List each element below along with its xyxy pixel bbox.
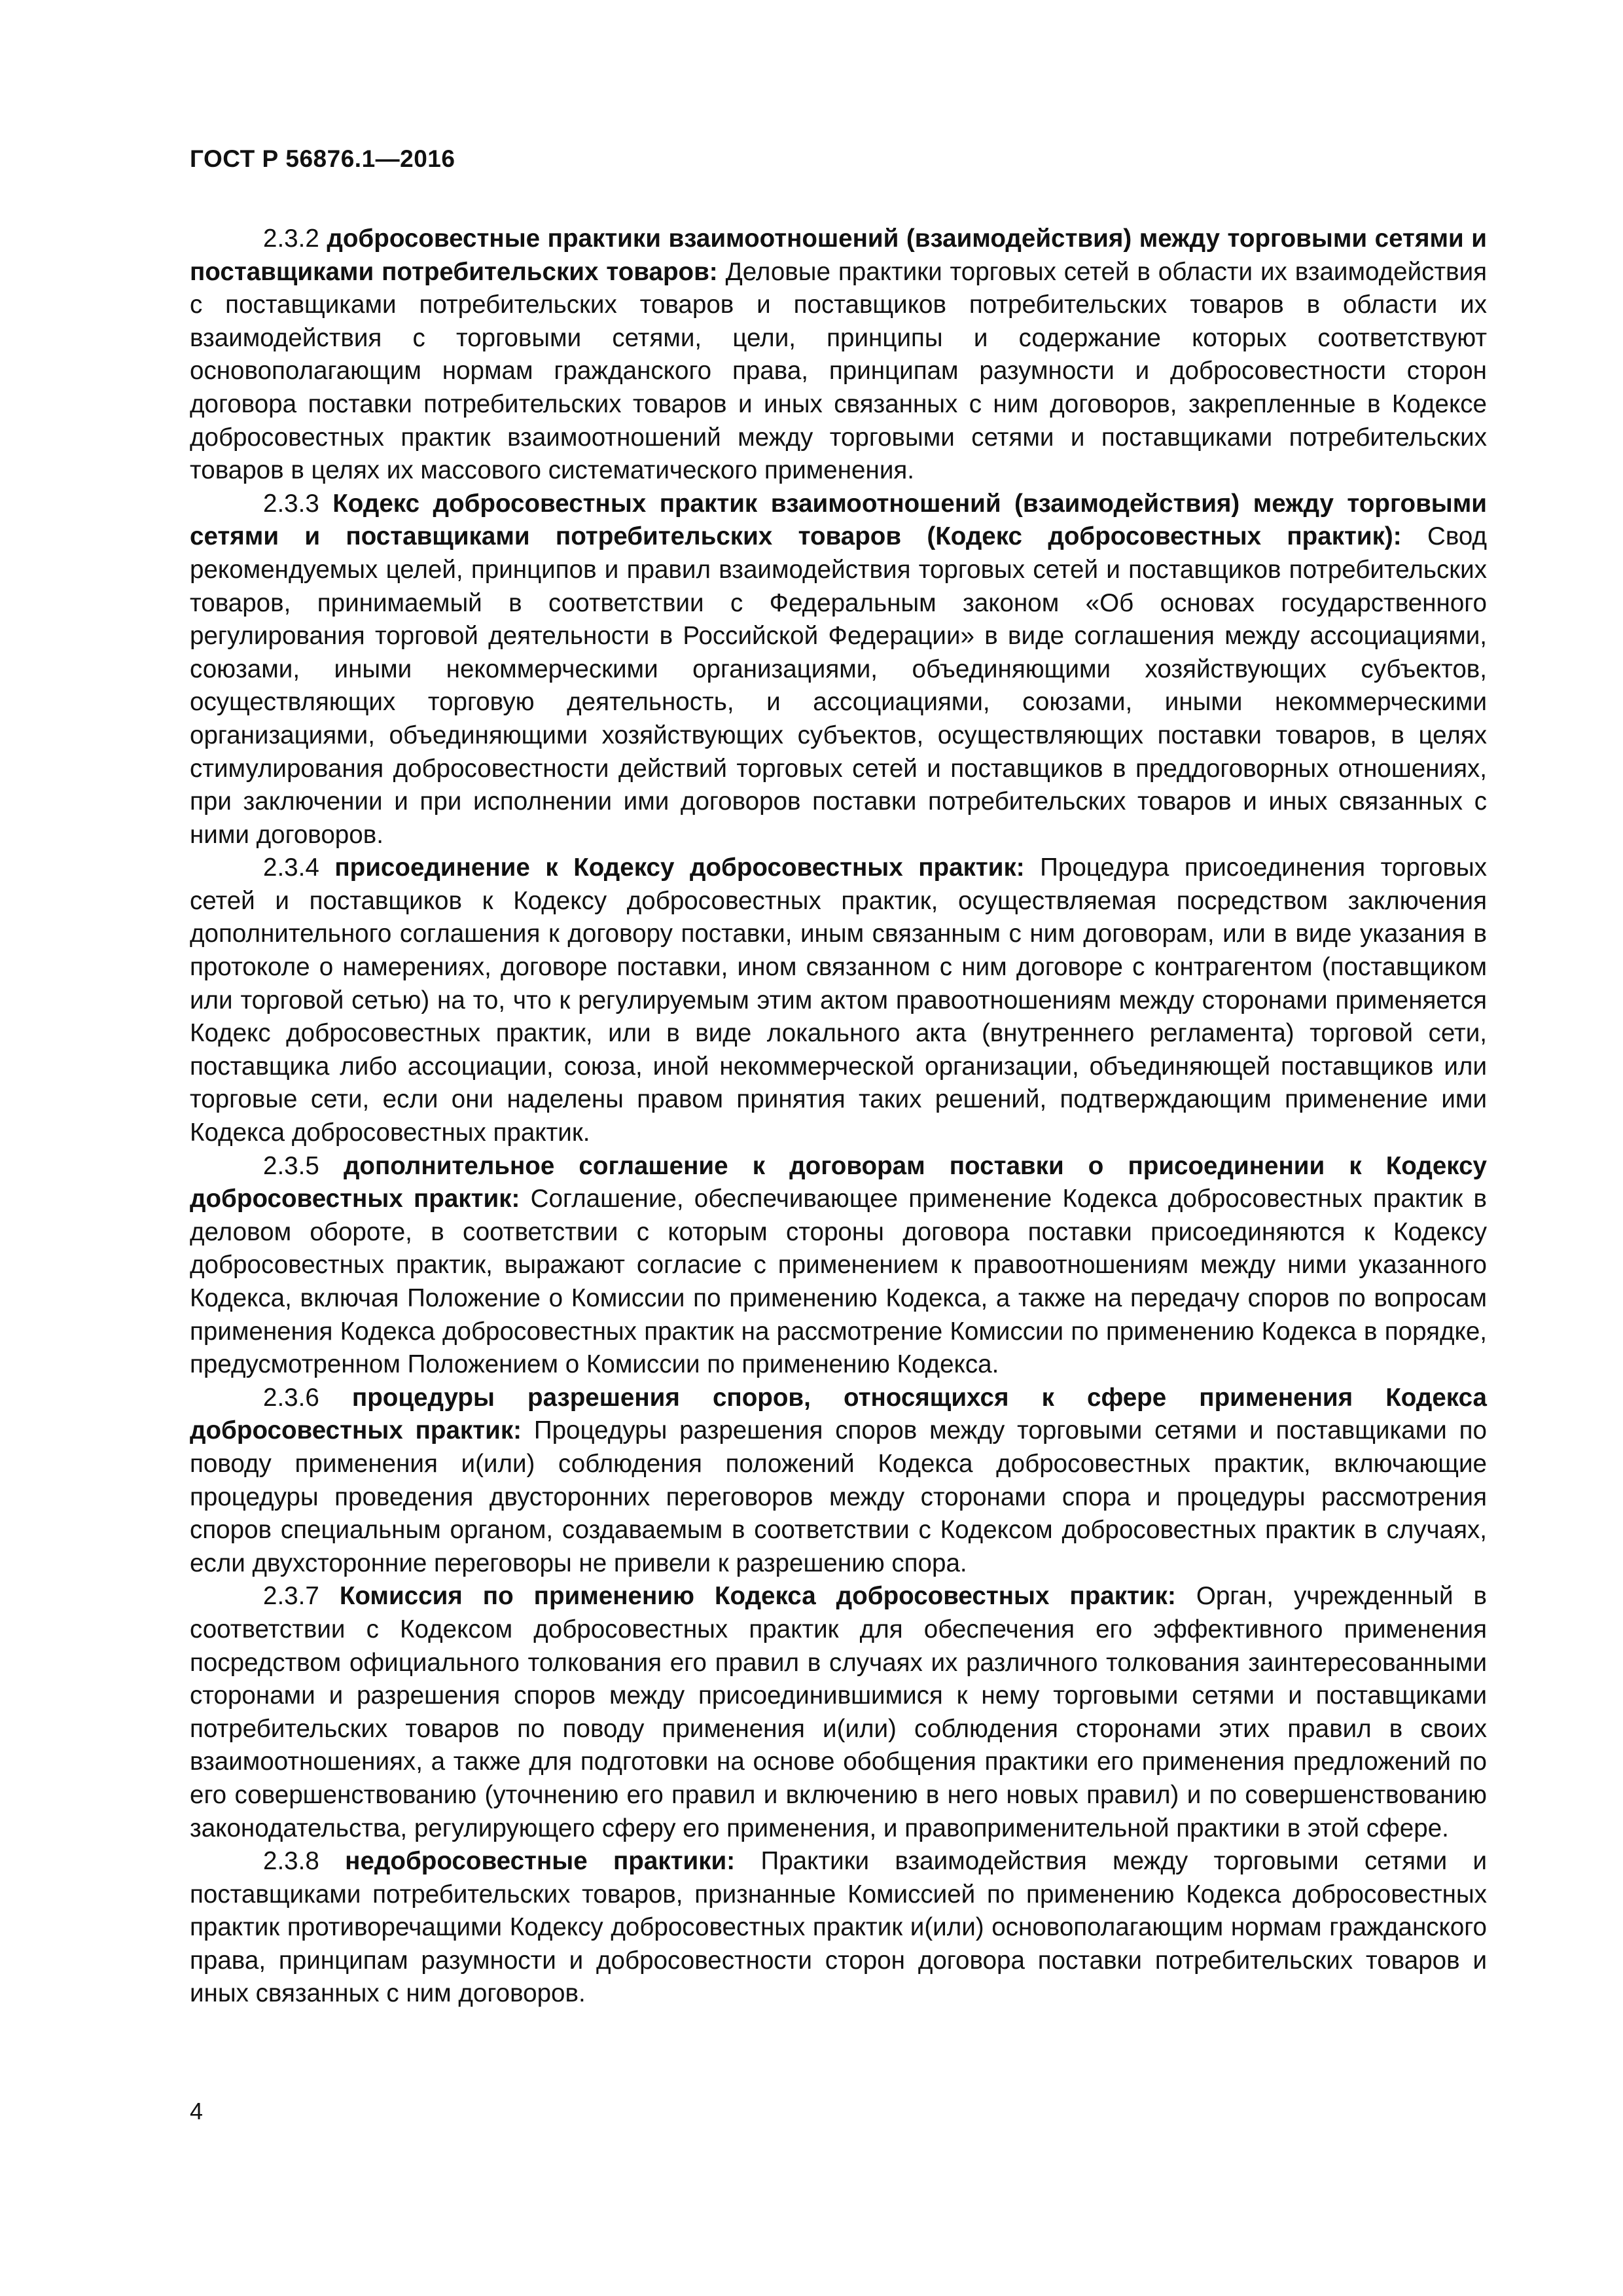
clause-text: Процедура присоединения торговых сетей и поставщиков к Кодексу добросовестных практик, осуществляемая посредством заключения дополнительного соглашения к договору поставки, иным связанным с ним договорам, или в виде указания в протоколе о намерениях, договоре поставки, ином связанном с ним договоре с контрагентом (поставщиком или торговой сетью) на то, что к регулируемым этим актом правоотношениям между сторонами применяется Кодекс добросовестных практик, или в виде локального акта (внутреннего регламента) торговой сети, поставщика либо ассоциации, союза, иной некоммерческой организации, объединяющей поставщиков или торговые сети, если они наделены правом принятия таких решений, подтверждающим применение ими Кодекса добросовестных практик. xyxy=(190,853,1487,1147)
definition-2-3-6 xyxy=(190,1382,1487,1581)
clause-text: Процедуры разрешения споров между торговыми сетями и поставщиками по поводу применения и(или) соблюдения положений Кодекса добросовестных практик, включающие процедуры проведения двусторонних переговоров между сторонами спора и процедуры рассмотрения споров специальным органом, создаваемым в соответствии с Кодексом добросовестных практик в случаях, если двухсторонние переговоры не привели к разрешению спора. xyxy=(190,1416,1488,1577)
clause-number: 2.3.2 xyxy=(263,224,319,253)
clause-term: недобросовестные практики: xyxy=(345,1847,736,1876)
definition-2-3-7 xyxy=(190,1580,1487,1845)
clause-term: Комиссия по применению Кодекса добросовестных практик: xyxy=(339,1582,1176,1611)
clause-number: 2.3.7 xyxy=(263,1582,319,1611)
standard-header: ГОСТ Р 56876.1—2016 xyxy=(190,145,455,172)
clause-term: добросовестные практики взаимоотношений (взаимодействия) между торговыми сетями и поставщиками потребительских товаров: xyxy=(190,224,1487,286)
clause-number: 2.3.5 xyxy=(263,1151,319,1180)
definition-2-3-2 xyxy=(190,223,1487,488)
clause-text: Орган, учрежденный в соответствии с Кодексом добросовестных практик для обеспечения его эффективного применения посредством официального толкования его правил в случаях их различного толкования заинтересованными сторонами и разрешения споров между присоединившимися к нему торговыми сетями и поставщиками потребительских товаров по поводу применения и(или) соблюдения сторонами этих правил в своих взаимоотношениях, а также для подготовки на основе обобщения практики его применения предложений по его совершенствованию (уточнению его правил и включению в него новых правил) и по совершенствованию законодательства, регулирующего сферу его применения, и правоприменительной практики в этой сфере. xyxy=(190,1582,1487,1842)
clause-number: 2.3.8 xyxy=(263,1847,319,1876)
definition-2-3-3 xyxy=(190,488,1487,852)
definitions-body xyxy=(190,223,1487,2011)
clause-text: Практики взаимодействия между торговыми сетями и поставщиками потребительских товаров, признанные Комиссией по применению Кодекса добросовестных практик противоречащими Кодексу добросовестных практик и(или) основополагающим нормам гражданского права, принципам разумности и добросовестности сторон договора поставки потребительских товаров и иных связанных с ним договоров. xyxy=(190,1847,1488,2008)
definition-2-3-5 xyxy=(190,1150,1487,1382)
clause-term: процедуры разрешения споров, относящихся к сфере применения Кодекса добросовестных практик: xyxy=(190,1383,1487,1445)
clause-text: Свод рекомендуемых целей, принципов и правил взаимодействия торговых сетей и поставщиков потребительских товаров, принимаемый в соответствии с Федеральным законом «Об основах государственного регулирования торговой деятельности в Российской Федерации» в виде соглашения между ассоциациями, союзами, иными некоммерческими организациями, объединяющими хозяйствующих субъектов, осуществляющих торговую деятельность, и ассоциациями, союзами, иными некоммерческими организациями, объединяющими хозяйствующих субъектов, осуществляющих поставки товаров, в целях стимулирования добросовестности действий торговых сетей и поставщиков в преддоговорных отношениях, при заключении и при исполнении ими договоров поставки потребительских товаров и иных связанных с ними договоров. xyxy=(190,522,1487,849)
clause-text: Соглашение, обеспечивающее применение Кодекса добросовестных практик в деловом обороте, в соответствии с которым стороны договора поставки присоединяются к Кодексу добросовестных практик, выражают согласие с применением к правоотношениям между ними указанного Кодекса, включая Положение о Комиссии по применению Кодекса, а также на передачу споров по вопросам применения Кодекса добросовестных практик на рассмотрение Комиссии по применению Кодекса в порядке, предусмотренном Положением о Комиссии по применению Кодекса. xyxy=(190,1185,1487,1379)
clause-number: 2.3.4 xyxy=(263,853,319,882)
clause-text: Деловые практики торговых сетей в области их взаимодействия с поставщиками потребительских товаров и поставщиков потребительских товаров в области их взаимодействия с торговыми сетями, цели, принципы и содержание которых соответствуют основополагающим нормам гражданского права, принципам разумности и добросовестности сторон договора поставки потребительских товаров и иных связанных с ним договоров, закрепленные в Кодексе добросовестных практик взаимоотношений между торговыми сетями и поставщиками потребительских товаров в целях их массового систематического применения. xyxy=(190,257,1488,485)
page-number: 4 xyxy=(190,2098,204,2125)
clause-term: присоединение к Кодексу добросовестных практик: xyxy=(334,853,1025,882)
definition-2-3-8 xyxy=(190,1845,1487,2011)
clause-term: Кодекс добросовестных практик взаимоотношений (взаимодействия) между торговыми сетями и поставщиками потребительских товаров (Кодекс добросовестных практик): xyxy=(190,489,1487,551)
clause-number: 2.3.6 xyxy=(263,1383,319,1412)
clause-number: 2.3.3 xyxy=(263,489,319,518)
clause-term: дополнительное соглашение к договорам поставки о присоединении к Кодексу добросовестных практик: xyxy=(190,1151,1487,1213)
definition-2-3-4 xyxy=(190,852,1487,1149)
